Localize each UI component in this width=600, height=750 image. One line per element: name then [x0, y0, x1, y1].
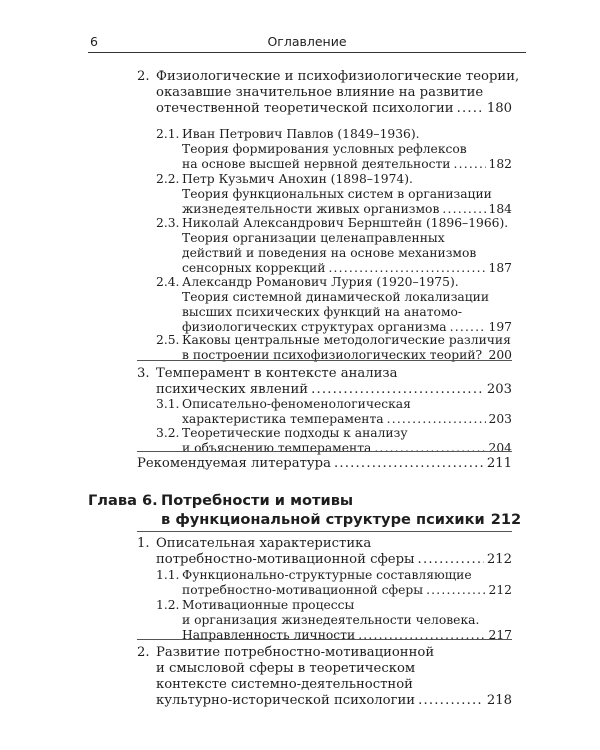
- dot-leader: [457, 101, 484, 117]
- dot-leader: [387, 412, 486, 427]
- dot-leader: [442, 202, 485, 217]
- toc-entry-2-4[interactable]: [182, 275, 512, 335]
- toc-entry-2-3[interactable]: [182, 216, 512, 276]
- dot-leader: [426, 583, 485, 598]
- entry-line: физиологических структурах организма: [182, 320, 447, 334]
- page-ref: 204: [488, 441, 512, 455]
- toc-entry-3-1[interactable]: [182, 397, 512, 427]
- section-divider: [137, 639, 512, 640]
- section-divider: [137, 451, 512, 452]
- entry-line: характеристика темперамента: [182, 412, 384, 426]
- section-divider: [137, 360, 512, 361]
- entry-line: Описательно-феноменологическая: [182, 397, 411, 411]
- entry-line: Теория организации целенаправленных: [182, 231, 445, 245]
- entry-line: Петр Кузьмич Анохин (1898–1974).: [182, 172, 413, 186]
- toc-entry-2-2[interactable]: [182, 172, 512, 217]
- entry-number: 2.3.: [156, 216, 180, 230]
- toc-entry-2-5[interactable]: [182, 333, 512, 363]
- entry-line: Александр Романович Лурия (1920–1975).: [182, 275, 459, 289]
- entry-number: 2.: [137, 69, 150, 84]
- dot-leader: [358, 628, 485, 643]
- toc-entry-c6-1[interactable]: [156, 536, 512, 568]
- dot-leader: [328, 261, 485, 276]
- page-ref: 182: [488, 157, 512, 171]
- toc-entry-2-1[interactable]: [182, 127, 512, 172]
- chapter-number: Глава 6.: [88, 492, 158, 509]
- entry-line: психических явлений: [156, 382, 309, 397]
- dot-leader: [334, 456, 484, 472]
- entry-number: 3.2.: [156, 426, 180, 440]
- toc-entry-c6-1-1[interactable]: [182, 568, 512, 598]
- page-ref: 187: [488, 261, 512, 275]
- page-ref: 203: [488, 412, 512, 426]
- section-divider: [137, 531, 512, 532]
- page-ref: 200: [488, 348, 512, 362]
- entry-line: оказавшие значительное влияние на развитие: [156, 85, 484, 100]
- chapter-title-line: Потребности и мотивы: [161, 492, 354, 509]
- toc-entry-c6-2[interactable]: [156, 645, 512, 709]
- entry-line: Теория формирования условных рефлексов: [182, 142, 467, 156]
- entry-line: Николай Александрович Бернштейн (1896–1966).: [182, 216, 509, 230]
- entry-line: культурно-исторической психологии: [156, 693, 416, 708]
- entry-line: Функционально-структурные составляющие: [182, 568, 472, 582]
- page-ref: 211: [486, 456, 512, 471]
- toc-entry-3[interactable]: [156, 366, 512, 398]
- entry-number: 3.1.: [156, 397, 180, 411]
- dot-leader: [374, 441, 485, 456]
- entry-line: в построении психофизиологических теорий?: [182, 348, 483, 362]
- entry-line: Каковы центральные методологические различия: [182, 333, 511, 347]
- entry-line: и организация жизнедеятельности человека.: [182, 613, 480, 627]
- toc-chapter-6[interactable]: [161, 491, 522, 529]
- entry-line: потребностно-мотивационной сферы: [182, 583, 424, 597]
- entry-line: высших психических функций на анатомо-: [182, 305, 463, 319]
- entry-number: 1.1.: [156, 568, 180, 582]
- entry-line: Развитие потребностно-мотивационной: [156, 645, 435, 660]
- page-ref: 184: [488, 202, 512, 216]
- entry-number: 1.2.: [156, 598, 180, 612]
- entry-line: Иван Петрович Павлов (1849–1936).: [182, 127, 420, 141]
- page-ref: 212: [488, 583, 512, 597]
- entry-line: действий и поведения на основе механизмов: [182, 246, 477, 260]
- entry-number: 2.5.: [156, 333, 180, 347]
- entry-number: 1.: [137, 536, 150, 551]
- entry-line: Мотивационные процессы: [182, 598, 355, 612]
- entry-line: жизнедеятельности живых организмов: [182, 202, 440, 216]
- entry-number: 2.4.: [156, 275, 180, 289]
- running-title: Оглавление: [267, 34, 347, 49]
- toc-entry-literature[interactable]: [137, 456, 512, 472]
- entry-line: отечественной теоретической психологии: [156, 101, 454, 116]
- page-ref: 212: [490, 511, 522, 528]
- dot-leader: [418, 552, 484, 568]
- entry-line: Темперамент в контексте анализа: [156, 366, 398, 381]
- entry-line: и объяснению темперамента: [182, 441, 372, 455]
- toc-entry-c6-1-2[interactable]: [182, 598, 512, 643]
- entry-number: 3.: [137, 366, 150, 381]
- page-ref: 212: [486, 552, 512, 567]
- entry-line: и смысловой сферы в теоретическом: [156, 661, 416, 676]
- entry-line: Описательная характеристика: [156, 536, 372, 551]
- page-number: 6: [90, 34, 98, 49]
- entry-line: Теория функциональных систем в организации: [182, 187, 492, 201]
- entry-number: 2.: [137, 645, 150, 660]
- entry-line: на основе высшей нервной деятельности: [182, 157, 451, 171]
- chapter-title-line: в функциональной структуре психики: [161, 511, 485, 528]
- page-ref: 217: [488, 628, 512, 642]
- dot-leader: [311, 382, 484, 398]
- page-ref: 180: [486, 101, 512, 116]
- entry-line: Теоретические подходы к анализу: [182, 426, 408, 440]
- entry-number: 2.2.: [156, 172, 180, 186]
- entry-line: Направленность личности: [182, 628, 356, 642]
- entry-line: потребностно-мотивационной сферы: [156, 552, 415, 567]
- entry-number: 2.1.: [156, 127, 180, 141]
- entry-line: Теория системной динамической локализации: [182, 290, 490, 304]
- page-header: [88, 26, 526, 53]
- page-ref: 197: [488, 320, 512, 334]
- entry-line: Рекомендуемая литература: [137, 456, 331, 471]
- page-ref: 218: [486, 693, 512, 708]
- entry-line: сенсорных коррекций: [182, 261, 326, 275]
- entry-line: Физиологические и психофизиологические теории,: [156, 69, 520, 84]
- dot-leader: [418, 693, 484, 709]
- toc-entry-2[interactable]: [156, 69, 520, 117]
- page-ref: 203: [486, 382, 512, 397]
- entry-line: контексте системно-деятельностной: [156, 677, 413, 692]
- dot-leader: [454, 157, 486, 172]
